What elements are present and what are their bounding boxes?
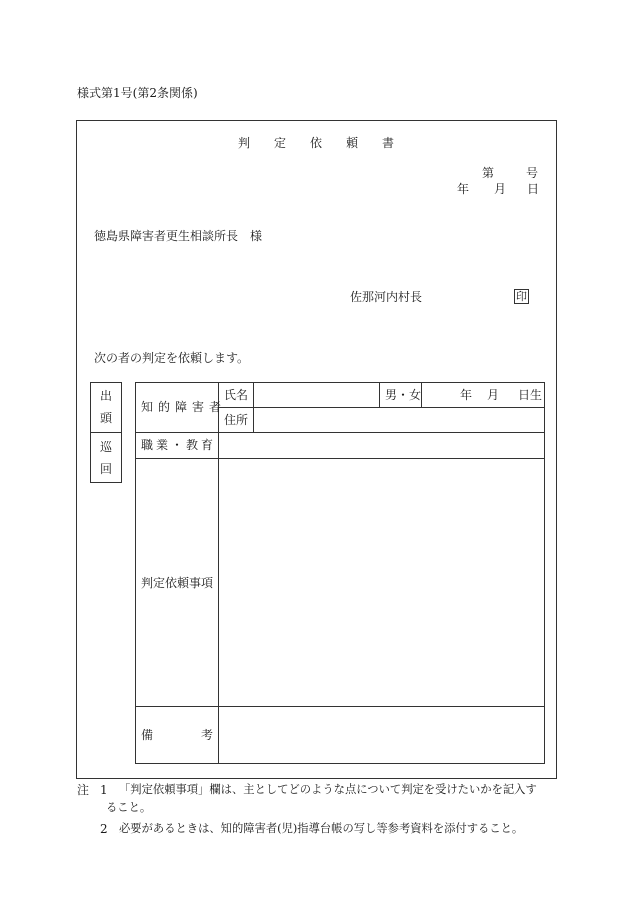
occupation-field[interactable]	[219, 433, 544, 458]
attendance-box-divider	[90, 432, 122, 433]
request-statement: 次の者の判定を依頼します。	[94, 351, 250, 365]
request-items-field[interactable]	[219, 459, 544, 706]
gender-select[interactable]: 男・女	[385, 388, 422, 402]
note-2-text: 必要があるときは、知的障害者(児)指導台帳の写し等参考資料を添付すること。	[119, 822, 524, 835]
note-2-number: 2	[100, 822, 108, 836]
name-field[interactable]	[254, 383, 378, 406]
sender-name: 佐那河内村長	[350, 290, 423, 304]
remarks-field[interactable]	[219, 707, 544, 763]
remarks-label: 備 考	[141, 728, 213, 742]
seal-mark: 印	[516, 290, 527, 303]
occupation-label: 職業・教育	[141, 438, 217, 452]
reference-number: 第 号	[482, 166, 538, 180]
attendance-in-person: 出 頭	[99, 389, 112, 425]
addressee: 徳島県障害者更生相談所長 様	[94, 229, 263, 243]
form-label: 様式第1号(第2条関係)	[77, 86, 198, 100]
note-1-text-cont: ること。	[106, 801, 152, 814]
document-title: 判 定 依 頼 書	[238, 136, 394, 150]
address-field[interactable]	[254, 408, 544, 432]
birth-date: 年 月 日生	[460, 388, 543, 402]
note-1-text: 「判定依頼事項」欄は、主としてどのような点について判定を受けたいかを記入す	[119, 783, 537, 796]
note-1-number: 1	[100, 783, 108, 797]
request-items-label: 判定依頼事項	[141, 576, 214, 590]
name-label: 氏名	[224, 388, 249, 402]
person-label: 知的障害者	[141, 400, 227, 414]
notes-head: 注	[77, 783, 90, 797]
attendance-visit: 巡 回	[99, 440, 112, 476]
address-label: 住所	[224, 413, 249, 427]
date-line: 年 月 日	[457, 182, 540, 196]
